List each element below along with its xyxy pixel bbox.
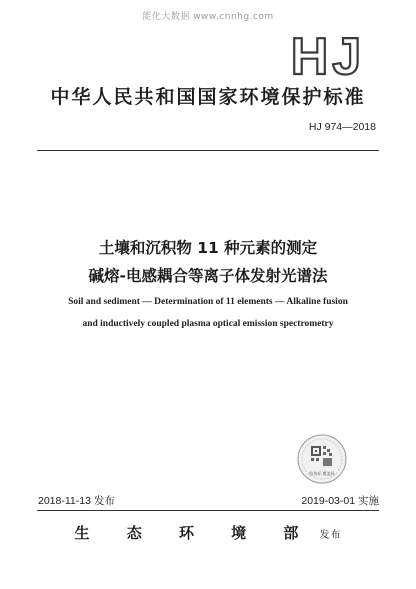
stamp-text: 防伪标 覆盖码 — [309, 471, 335, 476]
hj-logo-text: HJ — [290, 28, 366, 78]
standard-number: HJ 974—2018 — [308, 121, 376, 133]
title-cn-line1: 土壤和沉积物 11 种元素的测定 — [98, 239, 318, 257]
implementation-date: 2019-03-01 实施 — [301, 495, 379, 507]
issuer-line — [0, 522, 416, 543]
top-divider — [37, 150, 379, 151]
anti-counterfeit-stamp — [296, 433, 348, 485]
issuer-name: 生 态 环 境 部 — [74, 524, 315, 542]
issue-date: 2018-11-13 发布 — [38, 495, 115, 507]
hj-logo — [282, 28, 374, 78]
watermark-text: 能化大数据 www.cnnhg.com — [142, 12, 274, 22]
title-cn-line2: 碱熔-电感耦合等离子体发射光谱法 — [88, 267, 328, 285]
issuer-suffix: 发布 — [319, 530, 342, 541]
organization-title: 中华人民共和国国家环境保护标准 — [50, 86, 366, 108]
bottom-divider — [37, 510, 379, 511]
title-en-line1: Soil and sediment — Determination of 11 elements — Alkaline fusion — [68, 297, 348, 307]
title-en-line2: and inductively coupled plasma optical emission spectrometry — [82, 319, 334, 329]
